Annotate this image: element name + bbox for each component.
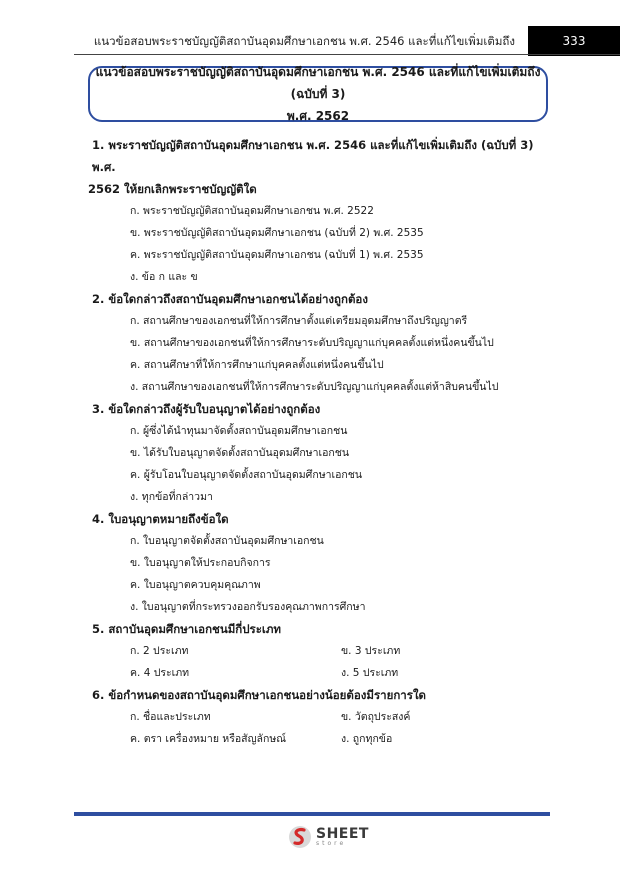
sheet-store-logo-icon: [288, 824, 312, 850]
logo-text: [316, 827, 369, 847]
logo-subtitle: store: [316, 840, 347, 847]
option: ง. สถานศึกษาของเอกชนที่ให้การศึกษาระดับปริญญาแก่บุคคลตั้งแต่ห้าสิบคนขึ้นไป: [130, 381, 499, 393]
question-text: 6. ข้อกำหนดของสถาบันอุดมศึกษาเอกชนอย่างน้อยต้องมีรายการใด: [92, 688, 427, 702]
question-text: 1. พระราชบัญญัติสถาบันอุดมศึกษาเอกชน พ.ศ. 2546 และที่แก้ไขเพิ่มเติมถึง (ฉบับที่ 3) พ.ศ.: [92, 138, 534, 174]
question-text: 5. สถาบันอุดมศึกษาเอกชนมีกี่ประเภท: [92, 622, 281, 636]
option: ง. ถูกทุกข้อ: [341, 733, 393, 745]
question-6: [92, 684, 552, 750]
option: ก. ผู้ซึ่งได้นำทุนมาจัดตั้งสถาบันอุดมศึกษาเอกชน: [130, 425, 348, 437]
header-divider: [74, 54, 620, 55]
option: ค. ผู้รับโอนใบอนุญาตจัดตั้งสถาบันอุดมศึกษาเอกชน: [130, 469, 363, 481]
option: ข. สถานศึกษาของเอกชนที่ให้การศึกษาระดับปริญญาแก่บุคคลตั้งแต่หนึ่งคนขึ้นไป: [130, 337, 494, 349]
document-title-line-2: พ.ศ. 2562: [286, 109, 350, 123]
option-row: [92, 728, 552, 750]
question-4: [92, 508, 552, 618]
option: ง. ทุกข้อที่กล่าวมา: [130, 491, 213, 503]
question-5: [92, 618, 552, 684]
question-text-cont: 2562 ให้ยกเลิกพระราชบัญญัติใด: [88, 182, 257, 196]
option: ข. ได้รับใบอนุญาตจัดตั้งสถาบันอุดมศึกษาเอกชน: [130, 447, 350, 459]
option: ก. สถานศึกษาของเอกชนที่ให้การศึกษาตั้งแต่เตรียมอุดมศึกษาถึงปริญญาตรี: [130, 315, 468, 327]
question-list: [88, 134, 552, 750]
option: ค. ตรา เครื่องหมาย หรือสัญลักษณ์: [130, 733, 286, 745]
option: ง. ข้อ ก และ ข: [130, 271, 198, 283]
option: ค. ใบอนุญาตควบคุมคุณภาพ: [130, 579, 261, 591]
question-text: 3. ข้อใดกล่าวถึงผู้รับใบอนุญาตได้อย่างถูกต้อง: [92, 402, 321, 416]
option: ก. พระราชบัญญัติสถาบันอุดมศึกษาเอกชน พ.ศ. 2522: [130, 205, 374, 217]
option: ค. 4 ประเภท: [130, 667, 190, 679]
option: ข. ใบอนุญาตให้ประกอบกิจการ: [130, 557, 271, 569]
logo-wordmark: SHEET: [316, 826, 369, 842]
option: ค. สถานศึกษาที่ให้การศึกษาแก่บุคคลตั้งแต่หนึ่งคนขึ้นไป: [130, 359, 384, 371]
option-row: [92, 640, 552, 662]
header-title: แนวข้อสอบพระราชบัญญัติสถาบันอุดมศึกษาเอกชน พ.ศ. 2546 และที่แก้ไขเพิ่มเติมถึง: [93, 34, 515, 48]
option-row: [92, 706, 552, 728]
option: ข. วัตถุประสงค์: [341, 711, 411, 723]
page-header: [0, 0, 620, 54]
option: ง. ใบอนุญาตที่กระทรวงออกรับรองคุณภาพการศึกษา: [130, 601, 366, 613]
option: ก. ชื่อและประเภท: [130, 711, 211, 723]
option: ก. ใบอนุญาตจัดตั้งสถาบันอุดมศึกษาเอกชน: [130, 535, 324, 547]
question-3: [92, 398, 552, 508]
question-2: [92, 288, 552, 398]
footer-logo: [288, 824, 369, 850]
option: ข. 3 ประเภท: [341, 645, 401, 657]
footer-divider: [74, 812, 550, 816]
option: ข. พระราชบัญญัติสถาบันอุดมศึกษาเอกชน (ฉบับที่ 2) พ.ศ. 2535: [130, 227, 424, 239]
option: ง. 5 ประเภท: [341, 667, 399, 679]
option-row: [92, 662, 552, 684]
document-title-box: [88, 66, 548, 122]
question-text: 2. ข้อใดกล่าวถึงสถาบันอุดมศึกษาเอกชนได้อย่างถูกต้อง: [92, 292, 368, 306]
option: ค. พระราชบัญญัติสถาบันอุดมศึกษาเอกชน (ฉบับที่ 1) พ.ศ. 2535: [130, 249, 424, 261]
question-text: 4. ใบอนุญาตหมายถึงข้อใด: [92, 512, 229, 526]
page-number: 333: [528, 26, 620, 56]
question-1: [88, 134, 552, 288]
option: ก. 2 ประเภท: [130, 645, 189, 657]
document-title-line-1: แนวข้อสอบพระราชบัญญัติสถาบันอุดมศึกษาเอกชน พ.ศ. 2546 และที่แก้ไขเพิ่มเติมถึง (ฉบับที่ 3): [95, 65, 541, 101]
